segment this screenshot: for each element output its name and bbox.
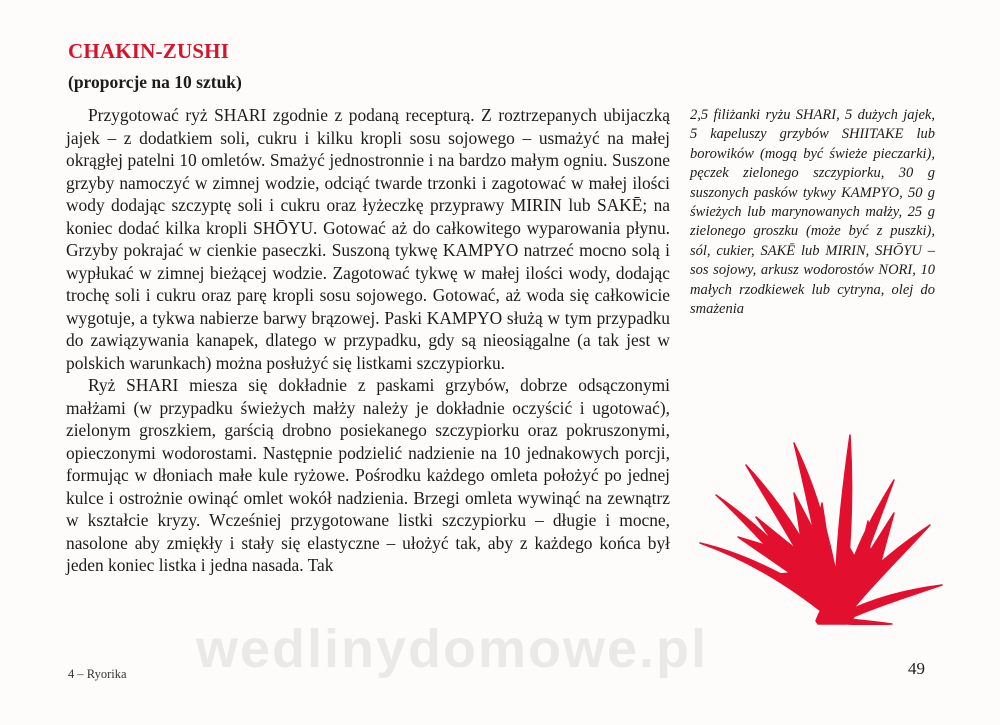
ingredients-list: 2,5 filiżanki ryżu SHARI, 5 dużych jajek, 5 kapeluszy grzybów SHIITAKE lub borowików (mogą być świeże pieczarki), pęczek zielonego szczypiorku, 30 g suszonych pasków tykwy KAMPYO, 50 g świeżych lub marynowanych małży, 25 g zielonego groszku (może być z puszki), sól, cukier, SAKĒ lub MIRIN, SHŌYU – sos sojowy, arkusz wodorostów NORI, 10 małych rzodkiewek lub cytryna, olej do smażenia <box>690 107 935 318</box>
paragraph-1: Przygotować ryż SHARI zgodnie z podaną recepturą. Z roztrzepanych ubijaczką jajek – z dodatkiem soli, cukru i kilku kropli sosu sojowego – usmażyć na małej okrągłej patelni 10 omletów. Smażyć jednostronnie i na bardzo małym ogniu. Suszone grzyby namoczyć w zimnej wodzie, odciąć twarde trzonki i zagotować w małej ilości wody dodając szczyptę soli i cukru oraz łyżeczkę przyprawy MIRIN lub SAKĒ; na koniec dodać kilka kropli SHŌYU. Gotować aż do całkowitego wyparowania płynu. Grzyby pokrajać w cienkie paseczki. Suszoną tykwę KAMPYO natrzeć mocno solą i wypłukać w zimnej bieżącej wodzie. Zagotować tykwę w małej ilości wody, dodając trochę soli i cukru oraz parę kropli sosu sojowego. Gotować, aż woda się całkowicie wygotuje, a tykwa nabierze barwy brązowej. Paski KAMPYO służą w tym przypadku do zawiązywania kanapek, dlatego w przypadku, gdy są nieosiągalne (a tak jest w polskich warunkach) można posłużyć się listkami szczypiorku. <box>66 105 670 373</box>
page-number: 49 <box>908 659 925 678</box>
recipe-subtitle: (proporcje na 10 sztuk) <box>68 72 242 92</box>
recipe-body <box>66 104 670 577</box>
footer-signature: 4 – Ryorika <box>68 667 127 681</box>
paragraph-2: Ryż SHARI miesza się dokładnie z paskami grzybów, dobrze odsączonymi małżami (w przypadku świeżych małży należy je dokładnie oczyścić i ugotować), zielonym groszkiem, garścią drobno posiekanego szczypiorku oraz pokruszonymi, opieczonymi wodorostami. Następnie podzielić nadzienie na 10 jednakowych porcji, formując w dłoniach małe kule ryżowe. Pośrodku każdego omleta położyć po jednej kulce i ostrożnie owinąć omlet wokół nadzienia. Brzegi omleta wywinąć na zewnątrz w kształcie kryzy. Wcześniej przygotowane listki szczypiorku – długie i mocne, nasolone aby zmiękły i stały się elastyczne – ułożyć tak, aby z każdego końca był jeden koniec listka i jedna nasada. Tak <box>66 375 670 575</box>
red-plant-icon <box>698 425 944 625</box>
recipe-title: CHAKIN-ZUSHI <box>68 39 230 63</box>
watermark: wedlinydomowe.pl <box>196 619 709 679</box>
